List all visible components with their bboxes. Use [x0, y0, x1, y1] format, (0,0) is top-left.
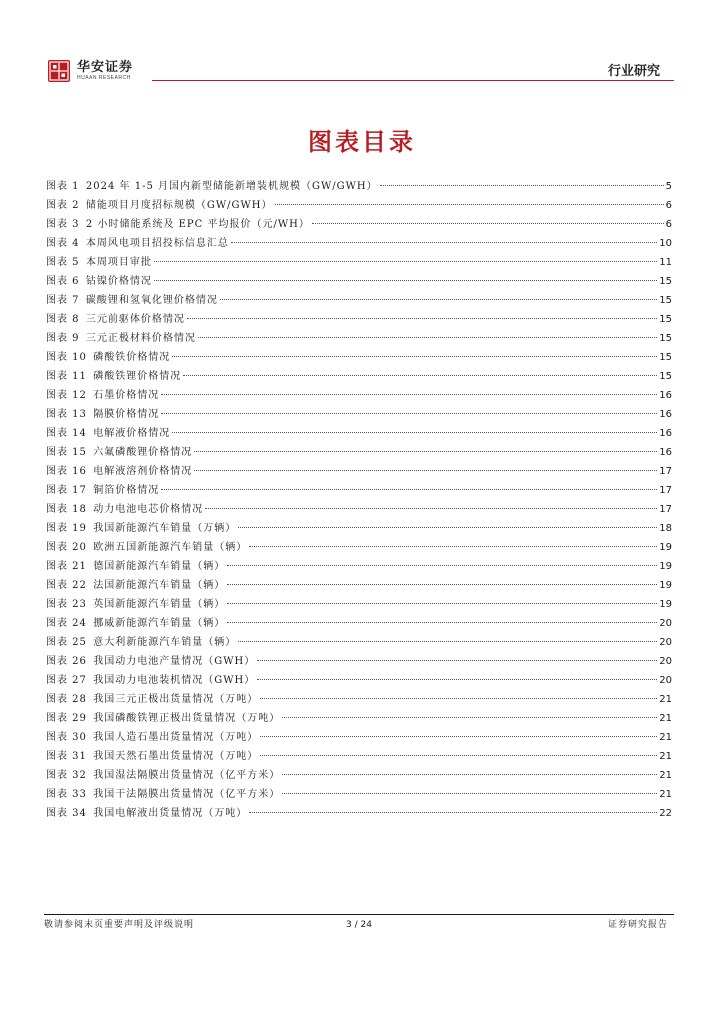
toc-dot-leader: [238, 527, 657, 528]
toc-figure-caption: 三元正极材料价格情况: [85, 333, 196, 344]
toc-figure-caption: 我国动力电池产量情况（GWH）: [93, 656, 256, 667]
logo-chinese-name: 华安证券: [77, 59, 134, 75]
toc-page-number: 15: [659, 314, 672, 325]
toc-figure-caption: 三元前驱体价格情况: [85, 314, 185, 325]
toc-entry[interactable]: [46, 405, 672, 424]
toc-figure-caption: 六氟磷酸锂价格情况: [93, 447, 193, 458]
company-logo: [48, 60, 133, 82]
header-divider: [152, 80, 674, 81]
toc-figure-label: 图表 24: [46, 618, 87, 629]
toc-figure-label: 图表 27: [46, 675, 87, 686]
toc-dot-leader: [154, 280, 657, 281]
toc-page-number: 15: [659, 276, 672, 287]
toc-figure-label: 图表 12: [46, 390, 87, 401]
toc-figure-caption: 磷酸铁价格情况: [93, 352, 171, 363]
toc-entry[interactable]: [46, 557, 672, 576]
toc-figure-label: 图表 26: [46, 656, 87, 667]
toc-page-number: 6: [665, 200, 672, 211]
toc-figure-caption: 意大利新能源汽车销量（辆）: [93, 637, 237, 648]
toc-figure-caption: 我国三元正极出货量情况（万吨）: [93, 694, 259, 705]
toc-dot-leader: [282, 774, 657, 775]
toc-page-number: 15: [659, 333, 672, 344]
toc-entry[interactable]: [46, 595, 672, 614]
seal-icon: [48, 60, 70, 82]
toc-entry[interactable]: [46, 576, 672, 595]
toc-figure-caption: 石墨价格情况: [93, 390, 160, 401]
table-of-figures: [46, 177, 672, 823]
toc-entry[interactable]: [46, 652, 672, 671]
toc-figure-caption: 我国干法隔膜出货量情况（亿平方米）: [93, 789, 281, 800]
toc-figure-label: 图表 31: [46, 751, 87, 762]
toc-figure-caption: 法国新能源汽车销量（辆）: [93, 580, 226, 591]
toc-figure-caption: 挪威新能源汽车销量（辆）: [93, 618, 226, 629]
toc-dot-leader: [380, 185, 664, 186]
toc-figure-label: 图表 17: [46, 485, 87, 496]
section-label: 行业研究: [607, 64, 660, 79]
toc-figure-caption: 德国新能源汽车销量（辆）: [93, 561, 226, 572]
toc-dot-leader: [249, 546, 657, 547]
toc-page-number: 20: [659, 656, 672, 667]
toc-figure-label: 图表 21: [46, 561, 87, 572]
toc-page-number: 19: [659, 599, 672, 610]
toc-dot-leader: [172, 432, 657, 433]
toc-page-number: 21: [659, 694, 672, 705]
toc-entry[interactable]: [46, 747, 672, 766]
toc-dot-leader: [260, 698, 657, 699]
logo-english-name: HUAAN RESEARCH: [77, 74, 131, 81]
page-number: 3 / 24: [346, 920, 372, 930]
toc-figure-label: 图表 28: [46, 694, 87, 705]
toc-page-number: 21: [659, 770, 672, 781]
toc-entry[interactable]: [46, 348, 672, 367]
toc-page-number: 20: [659, 637, 672, 648]
toc-page-number: 10: [659, 238, 672, 249]
toc-page-number: 19: [659, 561, 672, 572]
toc-figure-label: 图表 1: [46, 181, 80, 192]
toc-figure-caption: 铜箔价格情况: [93, 485, 160, 496]
toc-figure-caption: 储能项目月度招标规模（GW/GWH）: [85, 200, 273, 211]
toc-page-number: 17: [659, 485, 672, 496]
toc-figure-label: 图表 23: [46, 599, 87, 610]
toc-dot-leader: [282, 717, 657, 718]
toc-figure-label: 图表 19: [46, 523, 87, 534]
toc-page-number: 21: [659, 751, 672, 762]
toc-entry[interactable]: [46, 709, 672, 728]
toc-dot-leader: [161, 413, 657, 414]
toc-dot-leader: [275, 204, 664, 205]
toc-entry[interactable]: [46, 367, 672, 386]
toc-entry[interactable]: [46, 766, 672, 785]
toc-entry[interactable]: [46, 633, 672, 652]
page-footer: [44, 918, 674, 932]
toc-figure-caption: 我国天然石墨出货量情况（万吨）: [93, 751, 259, 762]
toc-dot-leader: [249, 812, 657, 813]
toc-page-number: 17: [659, 504, 672, 515]
toc-page-number: 20: [659, 675, 672, 686]
toc-figure-label: 图表 2: [46, 200, 80, 211]
toc-entry[interactable]: [46, 785, 672, 804]
toc-figure-caption: 我国湿法隔膜出货量情况（亿平方米）: [93, 770, 281, 781]
footer-divider: [44, 914, 674, 915]
toc-dot-leader: [194, 451, 657, 452]
toc-dot-leader: [227, 584, 657, 585]
toc-entry[interactable]: [46, 690, 672, 709]
toc-figure-label: 图表 14: [46, 428, 87, 439]
toc-figure-caption: 钴镍价格情况: [85, 276, 152, 287]
toc-dot-leader: [312, 223, 664, 224]
toc-figure-label: 图表 22: [46, 580, 87, 591]
toc-dot-leader: [231, 242, 657, 243]
toc-entry[interactable]: [46, 519, 672, 538]
toc-entry[interactable]: [46, 291, 672, 310]
toc-dot-leader: [227, 603, 657, 604]
toc-dot-leader: [257, 660, 657, 661]
toc-figure-caption: 电解液价格情况: [93, 428, 171, 439]
toc-entry[interactable]: [46, 728, 672, 747]
toc-dot-leader: [161, 489, 657, 490]
toc-dot-leader: [205, 508, 657, 509]
toc-figure-caption: 我国动力电池装机情况（GWH）: [93, 675, 256, 686]
toc-figure-caption: 磷酸铁锂价格情况: [93, 371, 182, 382]
toc-dot-leader: [187, 318, 657, 319]
toc-figure-label: 图表 33: [46, 789, 87, 800]
toc-figure-label: 图表 16: [46, 466, 87, 477]
toc-page-number: 20: [659, 618, 672, 629]
toc-dot-leader: [257, 679, 657, 680]
toc-figure-label: 图表 6: [46, 276, 80, 287]
toc-page-number: 22: [659, 808, 672, 819]
toc-figure-label: 图表 20: [46, 542, 87, 553]
toc-figure-caption: 电解液溶剂价格情况: [93, 466, 193, 477]
toc-entry[interactable]: [46, 386, 672, 405]
toc-page-number: 16: [659, 409, 672, 420]
toc-entry[interactable]: [46, 671, 672, 690]
toc-dot-leader: [260, 755, 657, 756]
toc-figure-caption: 2 小时储能系统及 EPC 平均报价（元/WH）: [85, 219, 310, 230]
toc-dot-leader: [220, 299, 657, 300]
toc-figure-caption: 我国磷酸铁锂正极出货量情况（万吨）: [93, 713, 281, 724]
toc-dot-leader: [194, 470, 657, 471]
footer-disclaimer: 敬请参阅末页重要声明及评级说明: [44, 920, 195, 930]
toc-entry[interactable]: [46, 424, 672, 443]
toc-dot-leader: [260, 736, 657, 737]
toc-entry[interactable]: [46, 538, 672, 557]
toc-figure-label: 图表 4: [46, 238, 80, 249]
toc-figure-label: 图表 34: [46, 808, 87, 819]
toc-dot-leader: [161, 394, 657, 395]
toc-figure-label: 图表 29: [46, 713, 87, 724]
toc-entry[interactable]: [46, 614, 672, 633]
toc-figure-label: 图表 32: [46, 770, 87, 781]
toc-entry[interactable]: [46, 500, 672, 519]
toc-figure-label: 图表 15: [46, 447, 87, 458]
toc-page-number: 15: [659, 352, 672, 363]
toc-figure-label: 图表 25: [46, 637, 87, 648]
toc-entry[interactable]: [46, 253, 672, 272]
toc-figure-label: 图表 13: [46, 409, 87, 420]
toc-figure-label: 图表 3: [46, 219, 80, 230]
toc-dot-leader: [183, 375, 657, 376]
toc-page-number: 6: [665, 219, 672, 230]
toc-page-number: 11: [659, 257, 672, 268]
toc-dot-leader: [198, 337, 657, 338]
document-type: 证券研究报告: [607, 920, 668, 930]
toc-entry[interactable]: [46, 234, 672, 253]
toc-entry[interactable]: [46, 462, 672, 481]
toc-entry[interactable]: [46, 804, 672, 823]
toc-figure-caption: 碳酸锂和氢氧化锂价格情况: [85, 295, 218, 306]
toc-entry[interactable]: [46, 272, 672, 291]
toc-page-number: 18: [659, 523, 672, 534]
toc-dot-leader: [172, 356, 657, 357]
toc-figure-label: 图表 7: [46, 295, 80, 306]
toc-page-number: 15: [659, 371, 672, 382]
toc-page-number: 16: [659, 447, 672, 458]
toc-figure-caption: 本周风电项目招投标信息汇总: [85, 238, 229, 249]
toc-entry[interactable]: [46, 196, 672, 215]
toc-figure-label: 图表 30: [46, 732, 87, 743]
toc-entry[interactable]: [46, 310, 672, 329]
toc-figure-caption: 英国新能源汽车销量（辆）: [93, 599, 226, 610]
toc-page-number: 21: [659, 713, 672, 724]
page-header: [48, 56, 674, 90]
toc-figure-label: 图表 18: [46, 504, 87, 515]
toc-figure-label: 图表 8: [46, 314, 80, 325]
toc-dot-leader: [282, 793, 657, 794]
toc-figure-caption: 动力电池电芯价格情况: [93, 504, 204, 515]
toc-page-number: 17: [659, 466, 672, 477]
toc-page-number: 19: [659, 580, 672, 591]
toc-dot-leader: [227, 565, 657, 566]
toc-figure-caption: 我国电解液出货量情况（万吨）: [93, 808, 248, 819]
toc-page-number: 16: [659, 390, 672, 401]
page-title: 图表目录: [308, 128, 416, 156]
toc-entry[interactable]: [46, 215, 672, 234]
toc-figure-label: 图表 10: [46, 352, 87, 363]
toc-figure-caption: 本周项目审批: [85, 257, 152, 268]
toc-page-number: 5: [665, 181, 672, 192]
toc-page-number: 15: [659, 295, 672, 306]
toc-entry[interactable]: [46, 329, 672, 348]
toc-figure-caption: 2024 年 1-5 月国内新型储能新增装机规模（GW/GWH）: [85, 181, 378, 192]
toc-page-number: 19: [659, 542, 672, 553]
toc-figure-label: 图表 5: [46, 257, 80, 268]
toc-dot-leader: [154, 261, 657, 262]
toc-dot-leader: [238, 641, 657, 642]
toc-figure-caption: 我国人造石墨出货量情况（万吨）: [93, 732, 259, 743]
toc-figure-caption: 我国新能源汽车销量（万辆）: [93, 523, 237, 534]
toc-page-number: 21: [659, 732, 672, 743]
toc-figure-caption: 隔膜价格情况: [93, 409, 160, 420]
toc-figure-caption: 欧洲五国新能源汽车销量（辆）: [93, 542, 248, 553]
toc-dot-leader: [227, 622, 657, 623]
toc-page-number: 16: [659, 428, 672, 439]
toc-page-number: 21: [659, 789, 672, 800]
toc-entry[interactable]: [46, 443, 672, 462]
toc-figure-label: 图表 11: [46, 371, 87, 382]
toc-entry[interactable]: [46, 481, 672, 500]
toc-figure-label: 图表 9: [46, 333, 80, 344]
toc-entry[interactable]: [46, 177, 672, 196]
